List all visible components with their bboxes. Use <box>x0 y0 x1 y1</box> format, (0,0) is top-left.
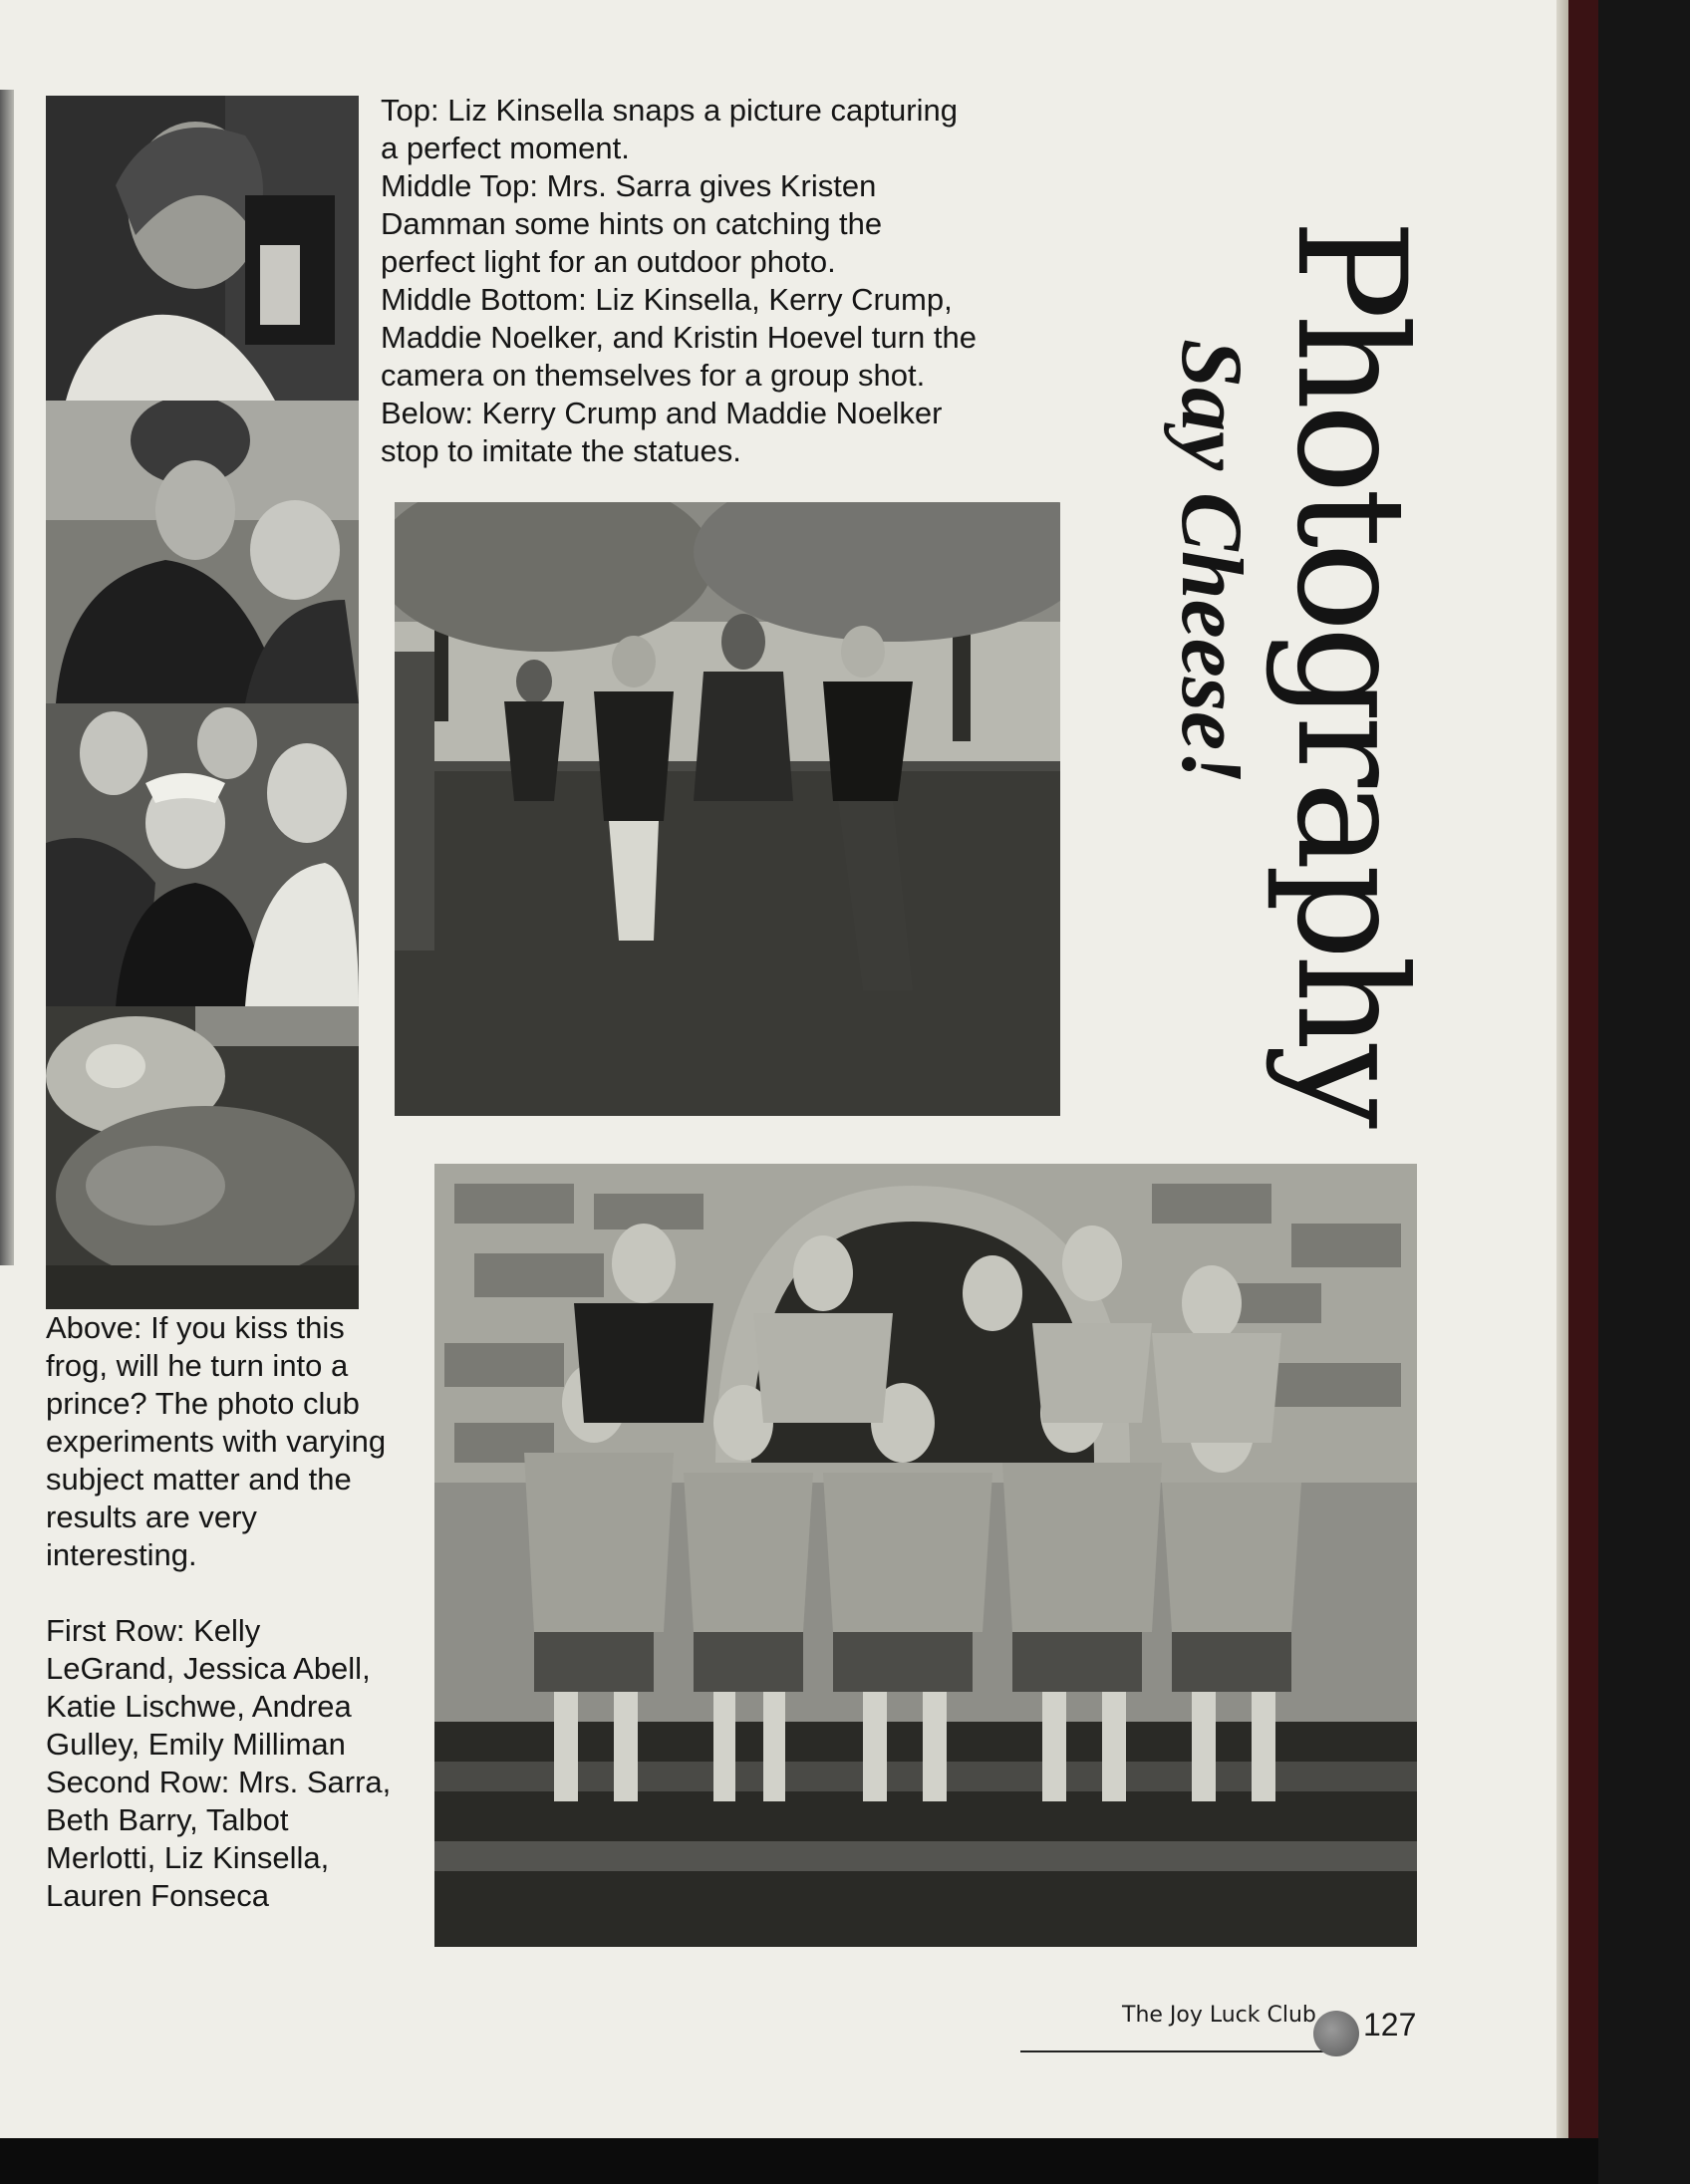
footer-dot-icon <box>1313 2011 1359 2056</box>
caption-line: Below: Kerry Crump and Maddie Noelker <box>381 396 943 430</box>
photo-frog-statue <box>46 1006 359 1309</box>
caption-bottom <box>46 1309 434 1915</box>
photo-instructor-hints <box>46 401 359 703</box>
caption-line: Middle Top: Mrs. Sarra gives Kristen <box>381 168 877 203</box>
photo-club-group <box>434 1164 1417 1947</box>
footer-section-title: The Joy Luck Club <box>1122 2003 1316 2028</box>
caption-line: Beth Barry, Talbot <box>46 1802 289 1837</box>
caption-line: results are very <box>46 1500 257 1534</box>
page-title-block <box>1106 219 1437 1123</box>
caption-line: First Row: Kelly <box>46 1613 261 1648</box>
photo-group-self-portrait <box>46 703 359 1006</box>
caption-line: Top: Liz Kinsella snaps a picture capturing <box>381 93 958 128</box>
caption-line: camera on themselves for a group shot. <box>381 358 926 393</box>
caption-line: Lauren Fonseca <box>46 1878 270 1913</box>
page-subtitle: Say Cheese! <box>1163 339 1260 785</box>
caption-line: LeGrand, Jessica Abell, <box>46 1651 371 1686</box>
caption-line: experiments with varying <box>46 1424 387 1459</box>
caption-line: Damman some hints on catching the <box>381 206 883 241</box>
footer-rule <box>1020 2050 1337 2052</box>
page-edge <box>1556 0 1568 2138</box>
caption-line: Katie Lischwe, Andrea <box>46 1689 352 1724</box>
caption-line: interesting. <box>46 1537 197 1572</box>
page-binding-shadow <box>0 90 14 1265</box>
caption-line: prince? The photo club <box>46 1386 360 1421</box>
background-dark <box>1598 0 1690 2184</box>
caption-line <box>46 1574 434 1612</box>
page-title: Photography <box>1264 219 1437 1123</box>
caption-line: Above: If you kiss this <box>46 1310 345 1345</box>
book-cover-edge <box>1568 0 1598 2138</box>
page-number: 127 <box>1363 2007 1417 2043</box>
photo-photographer-with-camera <box>46 96 359 401</box>
photo-girls-imitating-statues <box>395 502 1060 1116</box>
caption-line: perfect light for an outdoor photo. <box>381 244 836 279</box>
caption-line: frog, will he turn into a <box>46 1348 349 1383</box>
caption-line: Maddie Noelker, and Kristin Hoevel turn the <box>381 320 977 355</box>
caption-line: a perfect moment. <box>381 131 630 165</box>
caption-line: stop to imitate the statues. <box>381 433 741 468</box>
page-title-rotated <box>1106 219 1437 1123</box>
caption-line: Gulley, Emily Milliman <box>46 1727 346 1762</box>
caption-line: Merlotti, Liz Kinsella, <box>46 1840 330 1875</box>
caption-line: Middle Bottom: Liz Kinsella, Kerry Crump, <box>381 282 953 317</box>
caption-line: subject matter and the <box>46 1462 352 1497</box>
caption-line: Second Row: Mrs. Sarra, <box>46 1765 392 1799</box>
caption-top <box>381 92 1038 470</box>
